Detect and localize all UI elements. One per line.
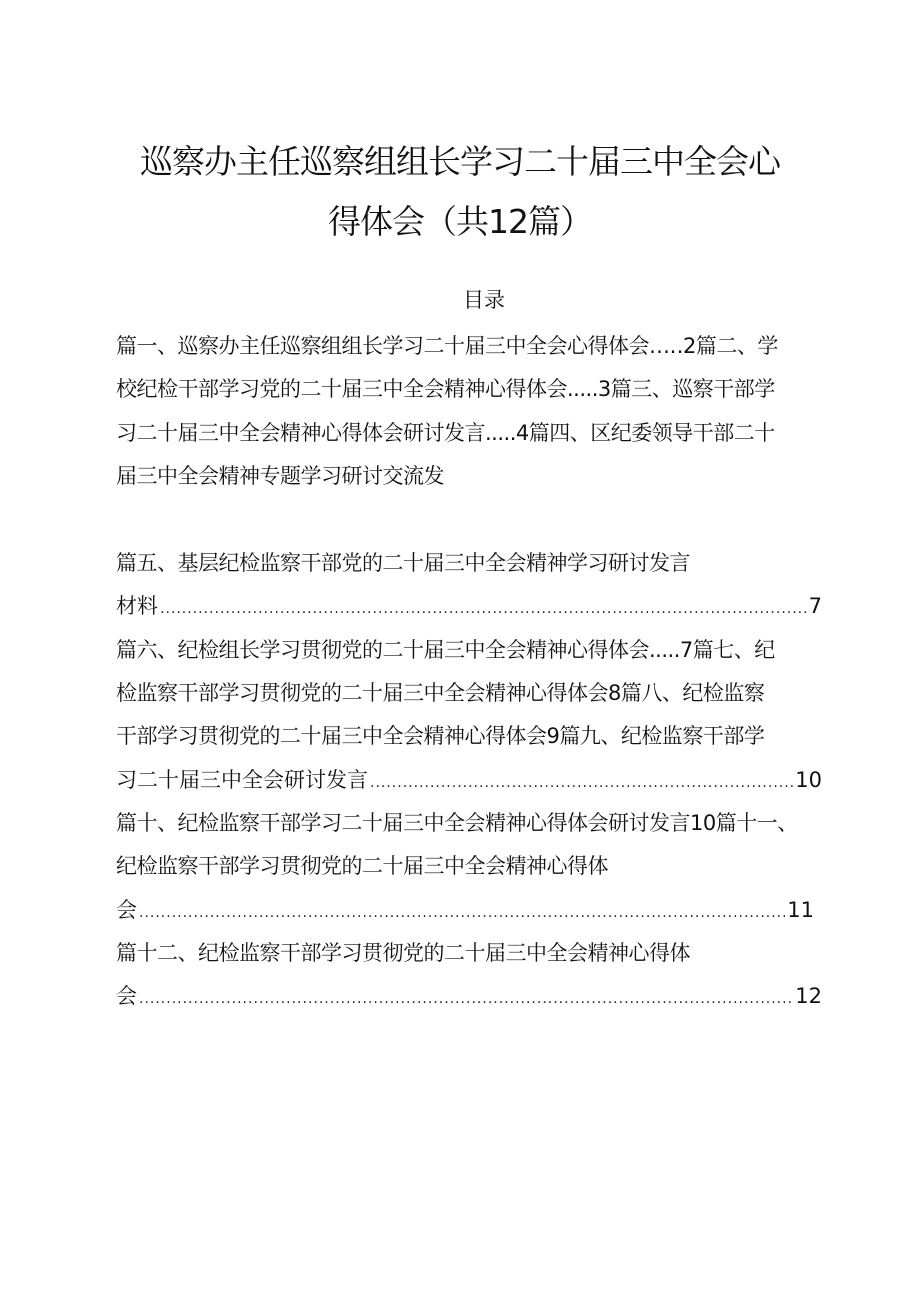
toc-page-number: 10: [795, 768, 822, 792]
toc-page-number: 11: [787, 898, 814, 922]
toc-line[interactable]: 干部学习贯彻党的二十届三中全会精神心得体会9篇九、纪检监察干部学: [116, 724, 765, 748]
toc-page-number: 12: [795, 984, 822, 1008]
toc-entry-text: 会: [116, 898, 137, 922]
toc-line[interactable]: 习二十届三中全会精神心得体会研讨发言.....4篇四、区纪委领导干部二十: [116, 421, 775, 445]
toc-entry-text: 会: [116, 984, 137, 1008]
toc-entry-text: 材料: [116, 594, 158, 618]
document-title-line-1: 巡察办主任巡察组组长学习二十届三中全会心: [140, 142, 780, 181]
toc-page-number: 7: [808, 594, 822, 618]
document-title-line-2: 得体会（共12篇）: [328, 202, 592, 241]
toc-line[interactable]: 校纪检干部学习党的二十届三中全会精神心得体会.....3篇三、巡察干部学: [116, 377, 775, 401]
toc-leader-entry[interactable]: [116, 765, 822, 798]
toc-line[interactable]: 篇五、基层纪检监察干部党的二十届三中全会精神学习研讨发言: [116, 551, 690, 575]
toc-heading: 目录: [463, 288, 505, 312]
toc-entry-text: 习二十届三中全会研讨发言: [116, 768, 368, 792]
toc-leader-entry[interactable]: [116, 981, 822, 1014]
dot-leader: [139, 984, 793, 1014]
toc-line[interactable]: 篇一、巡察办主任巡察组组长学习二十届三中全会心得体会…‥2篇二、学: [116, 334, 778, 358]
toc-line[interactable]: 检监察干部学习贯彻党的二十届三中全会精神心得体会8篇八、纪检监察: [116, 681, 765, 705]
dot-leader: [160, 594, 807, 624]
toc-leader-entry[interactable]: [116, 895, 814, 928]
toc-line[interactable]: 纪检监察干部学习贯彻党的二十届三中全会精神心得体: [116, 854, 608, 878]
dot-leader: [139, 898, 785, 928]
toc-line[interactable]: 届三中全会精神专题学习研讨交流发: [116, 464, 444, 488]
toc-line[interactable]: 篇十二、纪检监察干部学习贯彻党的二十届三中全会精神心得体: [116, 941, 690, 965]
dot-leader: [370, 768, 793, 798]
toc-line[interactable]: 篇十、纪检监察干部学习二十届三中全会精神心得体会研讨发言10篇十一、: [116, 811, 798, 835]
toc-line[interactable]: 篇六、纪检组长学习贯彻党的二十届三中全会精神心得体会.....7篇七、纪: [116, 638, 775, 662]
toc-leader-entry[interactable]: [116, 591, 822, 624]
